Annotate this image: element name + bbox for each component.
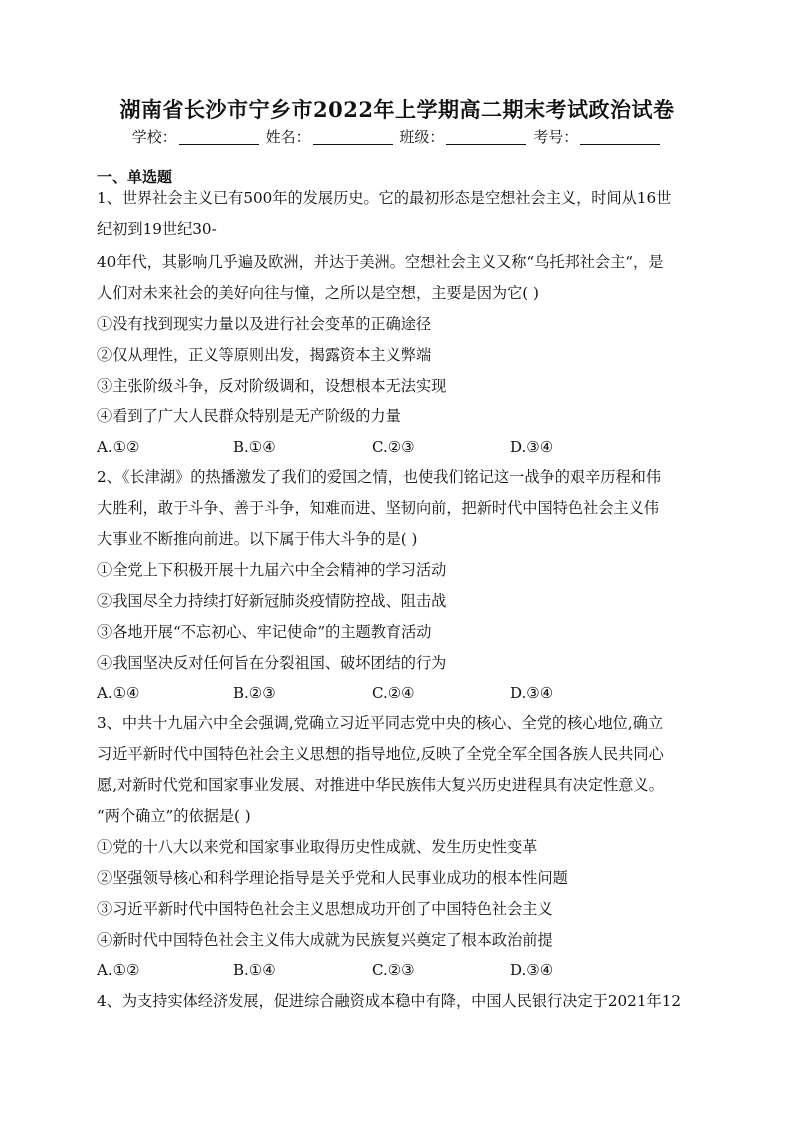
q3-line: 3、中共十九届六中全会强调,党确立习近平同志党中央的核心、全党的核心地位,确立 (97, 714, 664, 732)
class-label: 班级： (399, 128, 445, 146)
q2-options (97, 683, 657, 703)
option-d[interactable]: D.③④ (510, 438, 554, 456)
option-a[interactable]: A.①② (97, 438, 140, 456)
option-c[interactable]: C.②④ (372, 684, 415, 702)
q2-line: ②我国尽全力持续打好新冠肺炎疫情防控战、阻击战 (97, 592, 447, 610)
q3-line: “两个确立”的依据是( ) (97, 807, 251, 825)
q3-line: ①党的十八大以来党和国家事业取得历史性成就、发生历史性变革 (97, 838, 538, 856)
school-blank[interactable] (179, 130, 259, 145)
q3-line: ③习近平新时代中国特色社会主义思想成功开创了中国特色社会主义 (97, 900, 553, 918)
q3-line: ②坚强领导核心和科学理论指导是关乎党和人民事业成功的根本性问题 (97, 869, 568, 887)
q1-line: 纪初到19世纪30- (97, 220, 217, 238)
q2-line: 2、《长津湖》的热播激发了我们的爱国之情，也使我们铭记这一战争的艰辛历程和伟 (97, 468, 662, 486)
q2-line: ④我国坚决反对任何旨在分裂祖国、破坏团结的行为 (97, 654, 447, 672)
name-label: 姓名： (265, 128, 311, 146)
q4-line: 4、为支持实体经济发展，促进综合融资成本稳中有降，中国人民银行决定于2021年12 (97, 992, 682, 1010)
page-title: 湖南省长沙市宁乡市2022年上学期高二期末考试政治试卷 (119, 97, 675, 122)
q1-options (97, 437, 657, 457)
option-c[interactable]: C.②③ (372, 961, 415, 979)
option-b[interactable]: B.①④ (233, 438, 276, 456)
q1-line: 人们对未来社会的美好向往与憧，之所以是空想，主要是因为它( ) (97, 284, 539, 302)
student-info-row (0, 126, 794, 147)
class-blank[interactable] (446, 130, 526, 145)
q3-line: 愿,对新时代党和国家事业发展、对推进中华民族伟大复兴历史进程具有决定性意义。 (97, 776, 664, 794)
q1-line: ④看到了广大人民群众特别是无产阶级的力量 (97, 407, 401, 425)
q1-line: 1、世界社会主义已有500年的发展历史。它的最初形态是空想社会主义，时间从16世 (97, 189, 672, 207)
name-blank[interactable] (313, 130, 393, 145)
q1-line: ②仅从理性，正义等原则出发，揭露资本主义弊端 (97, 346, 432, 364)
school-label: 学校： (131, 128, 177, 146)
option-c[interactable]: C.②③ (372, 438, 415, 456)
section-heading: 一、单选题 (97, 168, 173, 186)
number-blank[interactable] (580, 130, 660, 145)
q3-line: ④新时代中国特色社会主义伟大成就为民族复兴奠定了根本政治前提 (97, 931, 553, 949)
option-a[interactable]: A.①④ (97, 684, 140, 702)
option-d[interactable]: D.③④ (510, 684, 554, 702)
option-b[interactable]: B.②③ (233, 684, 276, 702)
q1-line: 40年代，其影响几乎遍及欧洲，并达于美洲。空想社会主义又称“乌托邦社会主“，是 (97, 253, 664, 271)
q1-line: ③主张阶级斗争，反对阶级调和，设想根本无法实现 (97, 377, 447, 395)
option-a[interactable]: A.①② (97, 961, 140, 979)
q3-options (97, 960, 657, 980)
q2-line: ③各地开展“不忘初心、牢记使命”的主题教育活动 (97, 623, 432, 641)
q2-line: 大胜利，敢于斗争、善于斗争，知难而进、坚韧向前，把新时代中国特色社会主义伟 (97, 499, 659, 517)
q3-line: 习近平新时代中国特色社会主义思想的指导地位,反映了全党全军全国各族人民共同心 (97, 745, 664, 763)
option-d[interactable]: D.③④ (510, 961, 554, 979)
q2-line: ①全党上下积极开展十九届六中全会精神的学习活动 (97, 561, 447, 579)
q2-line: 大事业不断推向前进。以下属于伟大斗争的是( ) (97, 530, 418, 548)
number-label: 考号： (533, 128, 579, 146)
option-b[interactable]: B.①④ (233, 961, 276, 979)
q1-line: ①没有找到现实力量以及进行社会变革的正确途径 (97, 315, 432, 333)
